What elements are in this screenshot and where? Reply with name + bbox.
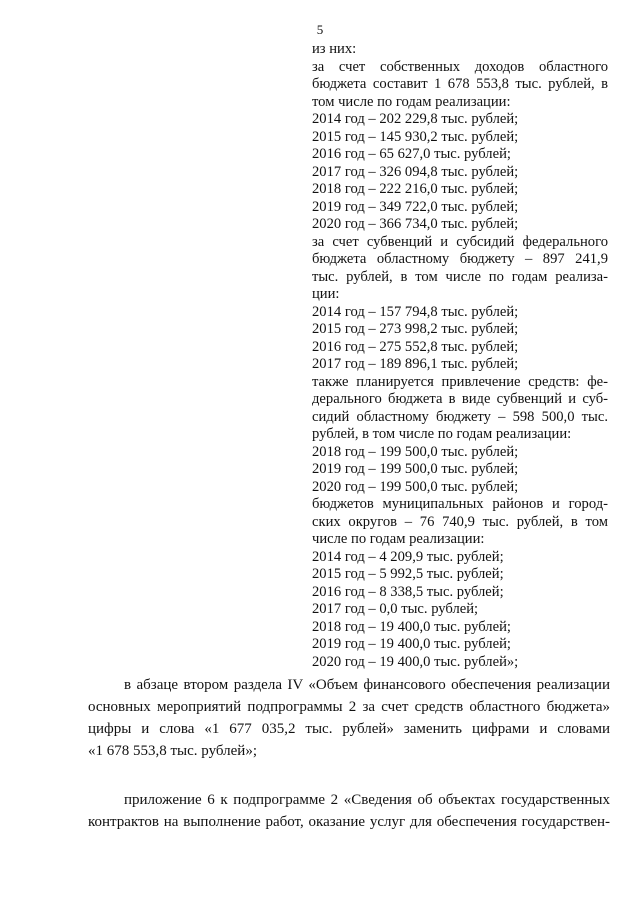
column-text-line: 2020 год – 199 500,0 тыс. рублей; [312, 478, 519, 495]
column-text-line: за счет субвенций и субсидий федерального [312, 233, 608, 250]
column-text-line: бюджета областному бюджету – 897 241,9 [312, 251, 608, 267]
column-text-line: 2016 год – 65 627,0 тыс. рублей; [312, 146, 511, 162]
column-text-line: ских округов – 76 740,9 тыс. рублей, в том [312, 513, 608, 530]
column-text-line: тыс. рублей, в том числе по годам реализа- [312, 268, 608, 285]
paragraph-appendix-6-amendment [88, 789, 610, 833]
paragraph-text-line: «1 678 553,8 тыс. рублей»; [88, 743, 257, 759]
column-text-line: 2019 год – 199 500,0 тыс. рублей; [312, 461, 519, 477]
paragraph-section-iv-amendment [88, 674, 610, 762]
column-text-line: 2017 год – 0,0 тыс. рублей; [312, 601, 479, 617]
column-text-line: 2015 год – 273 998,2 тыс. рублей; [312, 321, 519, 337]
column-text-line: рублей, в том числе по годам реализации: [312, 426, 572, 442]
paragraph-text-line: контрактов на выполнение работ, оказание услуг для обеспечения государствен- [88, 814, 610, 830]
financing-column [312, 41, 608, 671]
column-text-line: числе по годам реализации: [312, 531, 485, 547]
column-text-line: 2020 год – 366 734,0 тыс. рублей; [312, 216, 519, 232]
column-text-line: ции: [312, 286, 340, 302]
column-text-line: 2015 год – 145 930,2 тыс. рублей; [312, 128, 519, 145]
page-number: 5 [316, 22, 324, 37]
column-text-line: дерального бюджета в виде субвенций и суб- [312, 391, 608, 407]
column-text-line: сидий областному бюджету – 598 500,0 тыс. [312, 408, 608, 425]
column-text-line: 2014 год – 157 794,8 тыс. рублей; [312, 303, 519, 320]
column-text-line: 2018 год – 19 400,0 тыс. рублей; [312, 618, 511, 635]
column-text-line: 2019 год – 349 722,0 тыс. рублей; [312, 198, 519, 215]
paragraph-text-line: в абзаце втором раздела IV «Объем финансового обеспечения реализации [124, 677, 610, 693]
column-text-line: из них: [312, 41, 357, 57]
column-text-line: 2015 год – 5 992,5 тыс. рублей; [312, 566, 504, 582]
column-text-line: 2014 год – 4 209,9 тыс. рублей; [312, 548, 504, 565]
column-text-line: 2020 год – 19 400,0 тыс. рублей»; [312, 653, 519, 670]
column-text-line: 2014 год – 202 229,8 тыс. рублей; [312, 111, 519, 127]
column-text-line: 2019 год – 19 400,0 тыс. рублей; [312, 636, 511, 652]
column-text-line: 2017 год – 326 094,8 тыс. рублей; [312, 163, 519, 180]
column-text-line: 2016 год – 275 552,8 тыс. рублей; [312, 338, 519, 355]
paragraph-text-line: цифры и слова «1 677 035,2 тыс. рублей» заменить цифрами и словами [88, 721, 610, 737]
column-text-line: также планируется привлечение средств: фе- [312, 373, 608, 390]
paragraph-text-line: приложение 6 к подпрограмме 2 «Сведения об объектах государственных [124, 792, 610, 808]
column-text-line: 2018 год – 199 500,0 тыс. рублей; [312, 443, 519, 460]
column-text-line: бюджета составит 1 678 553,8 тыс. рублей, в [312, 76, 608, 92]
column-text-line: бюджетов муниципальных районов и город- [312, 496, 608, 512]
paragraph-text-line: основных мероприятий подпрограммы 2 за счет средств областного бюджета» [88, 699, 610, 715]
column-text-line: за счет собственных доходов областного [312, 58, 608, 75]
column-text-line: 2018 год – 222 216,0 тыс. рублей; [312, 181, 519, 197]
column-text-line: том числе по годам реализации: [312, 93, 511, 110]
column-text-line: 2017 год – 189 896,1 тыс. рублей; [312, 356, 519, 372]
column-text-line: 2016 год – 8 338,5 тыс. рублей; [312, 583, 504, 600]
